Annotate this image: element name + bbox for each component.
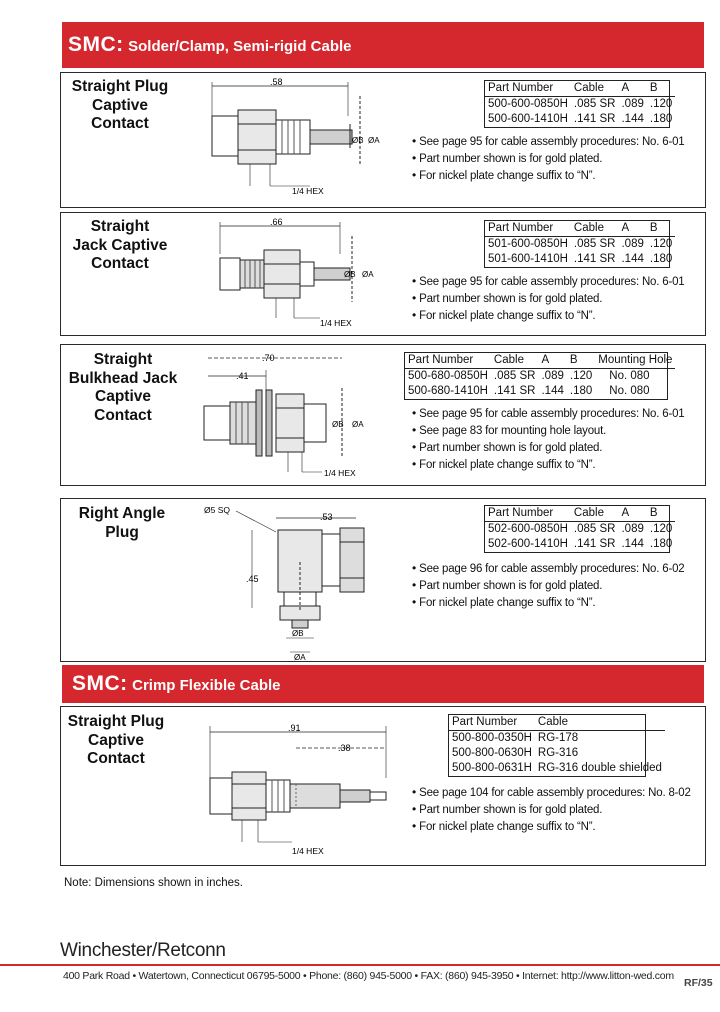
svg-text:.91: .91 — [288, 723, 301, 733]
note-item: • For nickel plate change suffix to “N”. — [412, 594, 684, 611]
svg-text:1/4 HEX: 1/4 HEX — [324, 468, 356, 478]
svg-text:Ø5 SQ: Ø5 SQ — [204, 505, 230, 515]
banner-subtitle: Crimp Flexible Cable — [132, 677, 281, 694]
parts-table: Part Number Cable A B 501-600-0850H .085 SR .089 .120 501-600-1410H .141 SR .144 .180 — [484, 220, 670, 268]
header-cable: Cable — [571, 81, 619, 97]
banner-series: SMC: — [68, 33, 124, 56]
svg-text:.38: .38 — [338, 743, 351, 753]
footer-divider — [0, 964, 720, 966]
dim-b: ØB — [352, 136, 364, 145]
footer-address: 400 Park Road • Watertown, Connecticut 06795-5000 • Phone: (860) 945-5000 • FAX: (860) 945-3950 • Internet: http://www.litton-wed.com — [63, 970, 674, 982]
notes-list — [412, 133, 684, 184]
note-item: • See page 95 for cable assembly procedures: No. 6-01 — [412, 133, 684, 150]
table-row: 500-600-1410H .141 SR .144 .180 — [488, 113, 673, 125]
parts-table: Part Number Cable A B Mounting Hole 500-680-0850H .085 SR .089 .120 No. 080 500-680-1410H .141 SR .144 .180 No. 080 — [404, 352, 668, 400]
svg-text:.66: .66 — [270, 217, 283, 227]
table-row: 500-680-1410H .141 SR .144 .180 No. 080 — [408, 385, 650, 397]
table-row: 501-600-1410H .141 SR .144 .180 — [488, 253, 673, 265]
svg-text:ØB: ØB — [292, 629, 304, 638]
svg-text:.45: .45 — [246, 574, 259, 584]
product-title: Straight Jack Captive Contact — [72, 218, 168, 272]
company-brand: Winchester/Retconn — [60, 940, 226, 961]
notes-list — [412, 273, 684, 324]
dim-hex: 1/4 HEX — [292, 186, 324, 196]
table-row: 500-800-0631H RG-316 double shielded — [452, 762, 662, 774]
svg-text:ØA: ØA — [294, 653, 306, 662]
table-row: 501-600-0850H .085 SR .089 .120 — [488, 238, 673, 250]
svg-text:ØA: ØA — [352, 420, 364, 429]
header-a: A — [618, 81, 646, 97]
product-title: Right Angle Plug — [78, 505, 166, 541]
dim-a: ØA — [368, 136, 380, 145]
parts-table: Part Number Cable A B 502-600-0850H .085 SR .089 .120 502-600-1410H .141 SR .144 .180 — [484, 505, 670, 553]
section-banner-crimp — [62, 665, 704, 703]
notes-list — [412, 560, 684, 611]
svg-text:1/4 HEX: 1/4 HEX — [292, 846, 324, 856]
note-item: • Part number shown is for gold plated. — [412, 290, 684, 307]
page-number: RF/35 — [684, 977, 713, 989]
table-row: 500-800-0630H RG-316 — [452, 747, 579, 759]
banner-series: SMC: — [72, 672, 128, 695]
note-item: • See page 83 for mounting hole layout. — [412, 422, 684, 439]
svg-text:ØB: ØB — [332, 420, 344, 429]
right-angle-plug-drawing — [196, 502, 396, 662]
straight-jack-drawing — [190, 214, 390, 334]
header-part-number: Part Number — [485, 81, 571, 97]
svg-text:.41: .41 — [236, 371, 249, 381]
note-item: • For nickel plate change suffix to “N”. — [412, 456, 684, 473]
note-item: • For nickel plate change suffix to “N”. — [412, 167, 684, 184]
bulkhead-jack-drawing — [192, 348, 392, 482]
notes-list — [412, 405, 684, 473]
svg-text:1/4 HEX: 1/4 HEX — [320, 318, 352, 328]
header-b: B — [647, 81, 675, 97]
table-row: 500-600-0850H .085 SR .089 .120 — [488, 98, 673, 110]
svg-text:ØB: ØB — [344, 270, 356, 279]
svg-text:.70: .70 — [262, 353, 275, 363]
note-item: • Part number shown is for gold plated. — [412, 439, 684, 456]
svg-text:.53: .53 — [320, 512, 333, 522]
straight-plug-drawing — [190, 76, 390, 200]
crimp-plug-drawing — [196, 712, 416, 860]
note-item: • See page 104 for cable assembly procedures: No. 8-02 — [412, 784, 691, 801]
table-row: 500-800-0350H RG-178 — [452, 732, 579, 744]
note-item: • Part number shown is for gold plated. — [412, 801, 691, 818]
section-banner-solder-clamp — [62, 22, 704, 68]
svg-text:ØA: ØA — [362, 270, 374, 279]
dimensions-note: Note: Dimensions shown in inches. — [64, 877, 243, 889]
note-item: • See page 95 for cable assembly procedures: No. 6-01 — [412, 405, 684, 422]
product-title: Straight Bulkhead Jack Captive Contact — [68, 351, 178, 424]
note-item: • See page 95 for cable assembly procedures: No. 6-01 — [412, 273, 684, 290]
parts-table — [484, 80, 673, 128]
note-item: • Part number shown is for gold plated. — [412, 150, 684, 167]
table-row: 500-680-0850H .085 SR .089 .120 No. 080 — [408, 370, 650, 382]
parts-table: Part Number Cable 500-800-0350H RG-178 500-800-0630H RG-316 500-800-0631H RG-316 double shielded — [448, 714, 646, 777]
note-item: • Part number shown is for gold plated. — [412, 577, 684, 594]
note-item: • For nickel plate change suffix to “N”. — [412, 307, 684, 324]
note-item: • For nickel plate change suffix to “N”. — [412, 818, 691, 835]
notes-list — [412, 784, 691, 835]
table-row: 502-600-0850H .085 SR .089 .120 — [488, 523, 673, 535]
note-item: • See page 96 for cable assembly procedures: No. 6-02 — [412, 560, 684, 577]
product-title: Straight Plug Captive Contact — [67, 713, 165, 767]
banner-subtitle: Solder/Clamp, Semi-rigid Cable — [128, 38, 352, 55]
product-title: Straight Plug Captive Contact — [71, 78, 169, 132]
dim-length: .58 — [270, 77, 283, 87]
table-row: 502-600-1410H .141 SR .144 .180 — [488, 538, 673, 550]
